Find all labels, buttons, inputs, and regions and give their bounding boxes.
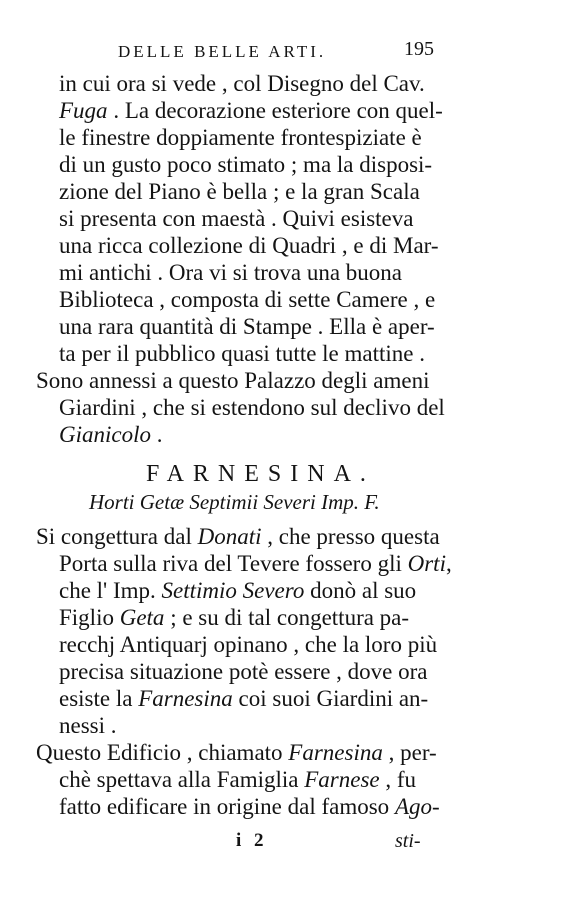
- text-run: precisa situazione potè essere , dove ora: [59, 659, 428, 684]
- text-line: [59, 97, 443, 125]
- text-run: ,: [445, 551, 452, 576]
- text-line: [59, 124, 422, 152]
- text-line: [36, 739, 437, 767]
- text-line: [36, 367, 429, 395]
- text-run: in cui ora si vede , col Disegno del Cav.: [59, 71, 425, 96]
- text-run: coi suoi Giardini an-: [232, 686, 429, 711]
- text-run: Giardini , che si estendono sul declivo del: [59, 395, 445, 420]
- section-title: FARNESINA.: [146, 461, 375, 487]
- text-run: donò al suo: [304, 578, 417, 603]
- italic-run: Donati: [197, 524, 262, 549]
- text-run: ; e su di tal congettura pa-: [164, 605, 410, 630]
- text-line: [59, 286, 435, 314]
- text-run: nessi .: [59, 713, 117, 738]
- text-line: [59, 394, 445, 422]
- text-run: Biblioteca , composta di sette Camere , e: [59, 287, 436, 312]
- text-line: [59, 712, 117, 740]
- text-line: [59, 604, 409, 632]
- text-run: di un gusto poco stimato ; ma la disposi-: [59, 152, 433, 177]
- text-run: Si congettura dal: [36, 524, 198, 549]
- text-run: , per-: [382, 740, 437, 765]
- text-run: recchj Antiquarj opinano , che la loro più: [59, 632, 438, 657]
- text-line: [59, 577, 416, 605]
- text-run: . La decorazione esteriore con quel-: [107, 98, 443, 123]
- text-run: esiste la: [59, 686, 139, 711]
- text-line: [59, 178, 420, 206]
- text-line: [59, 685, 428, 713]
- signature-mark: i 2: [236, 830, 268, 851]
- text-line: [59, 70, 425, 98]
- text-line: [59, 151, 432, 179]
- italic-run: Settimio Severo: [161, 578, 305, 603]
- text-run: , che presso questa: [261, 524, 440, 549]
- italic-run: Farnese: [304, 767, 380, 792]
- text-run: una ricca collezione di Quadri , e di Mar-: [59, 233, 439, 258]
- catchword: sti-: [395, 830, 421, 852]
- text-line: [59, 232, 439, 260]
- text-run: Sono annessi a questo Palazzo degli ameni: [36, 368, 430, 393]
- text-line: [59, 658, 427, 686]
- text-line: [59, 421, 163, 449]
- italic-run: Gianicolo: [59, 422, 151, 447]
- text-run: Questo Edificio , chiamato: [36, 740, 289, 765]
- text-run: fatto edificare in origine dal famoso: [59, 794, 395, 819]
- text-line: [59, 766, 416, 794]
- text-line: [59, 205, 413, 233]
- text-run: una rara quantità di Stampe . Ella è aper-: [59, 314, 435, 339]
- text-line: [59, 631, 437, 659]
- text-run: che l' Imp.: [59, 578, 162, 603]
- text-run: , fu: [379, 767, 417, 792]
- text-run: si presenta con maestà . Quivi esisteva: [59, 206, 414, 231]
- italic-run: Ago-: [394, 794, 440, 819]
- text-run: .: [151, 422, 163, 447]
- text-run: Figlio: [59, 605, 120, 630]
- italic-run: Geta: [119, 605, 165, 630]
- text-run: ta per il pubblico quasi tutte le mattine .: [59, 341, 425, 366]
- italic-run: Farnesina: [138, 686, 233, 711]
- text-line: [36, 523, 440, 551]
- italic-run: Farnesina: [288, 740, 383, 765]
- text-run: zione del Piano è bella ; e la gran Scala: [59, 179, 420, 204]
- text-line: [59, 793, 440, 821]
- page-number: 195: [404, 38, 434, 60]
- italic-run: Fuga: [59, 98, 108, 123]
- text-line: [59, 259, 402, 287]
- text-line: [59, 340, 425, 368]
- text-run: le finestre doppiamente frontespiziate è: [59, 125, 422, 150]
- text-line: [59, 550, 452, 578]
- section-subtitle: Horti Getæ Septimii Severi Imp. F.: [89, 490, 380, 514]
- text-run: Porta sulla riva del Tevere fossero gli: [59, 551, 408, 576]
- text-run: mi antichi . Ora vi si trova una buona: [59, 260, 403, 285]
- italic-run: Orti: [407, 551, 446, 576]
- text-line: [59, 313, 435, 341]
- text-run: chè spettava alla Famiglia: [59, 767, 305, 792]
- running-head: DELLE BELLE ARTI.: [118, 42, 327, 61]
